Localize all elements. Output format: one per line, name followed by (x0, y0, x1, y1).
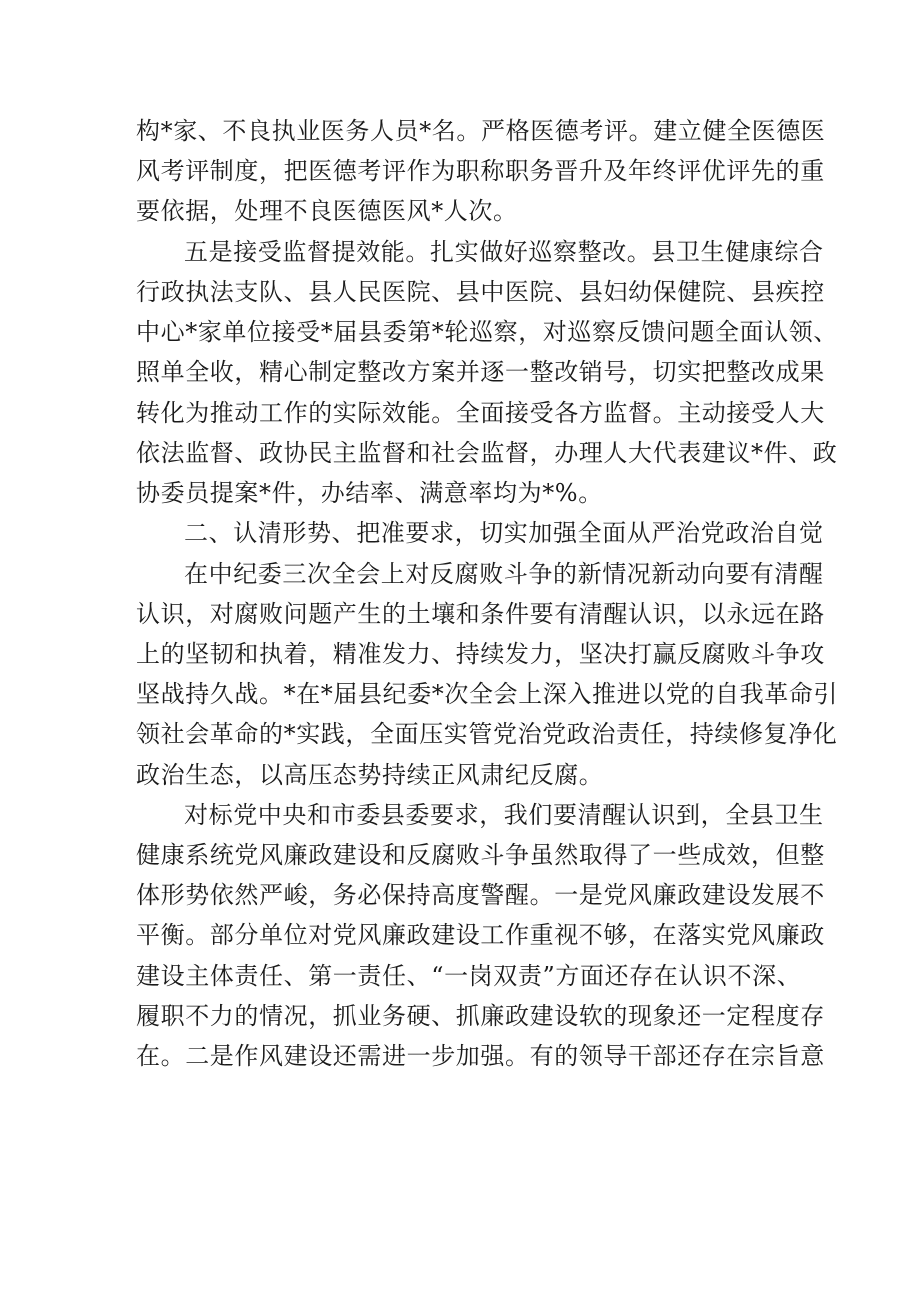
text-line: 中心*家单位接受*届县委第*轮巡察，对巡察反馈问题全面认领、 (136, 318, 838, 347)
text-line: 行政执法支队、县人民医院、县中医院、县妇幼保健院、县疾控 (136, 277, 825, 306)
text-line: 体形势依然严峻，务必保持高度警醒。一是党风廉政建设发展不 (136, 881, 825, 910)
text-line: 在中纪委三次全会上对反腐败斗争的新情况新动向要有清醒 (184, 559, 824, 588)
document-body (136, 111, 838, 1076)
text-line: 建设主体责任、第一责任、“一岗双责”方面还存在认识不深、 (136, 961, 802, 990)
text-line: 上的坚韧和执着，精准发力、持续发力，坚决打赢反腐败斗争攻 (136, 639, 825, 668)
text-line: 构*家、不良执业医务人员*名。严格医德考评。建立健全医德医 (136, 117, 826, 145)
text-line: 转化为推动工作的实际效能。全面接受各方监督。主动接受人大 (136, 398, 825, 427)
text-line: 领社会革命的*实践，全面压实管党治党政治责任，持续修复净化 (136, 720, 838, 749)
text-line: 履职不力的情况，抓业务硬、抓廉政建设软的现象还一定程度存 (136, 1001, 825, 1030)
text-line: 要依据，处理不良医德医风*人次。 (136, 197, 518, 226)
text-line: 协委员提案*件，办结率、满意率均为*%。 (136, 478, 603, 507)
heading-line: 二、认清形势、把准要求，切实加强全面从严治党政治自觉 (184, 519, 824, 548)
paragraph-requirements (136, 795, 825, 1076)
text-line: 认识，对腐败问题产生的土壤和条件要有清醒认识，以永远在路 (136, 599, 825, 628)
text-line: 坚战持久战。*在*届县纪委*次全会上深入推进以党的自我革命引 (136, 680, 838, 709)
text-line: 五是接受监督提效能。扎实做好巡察整改。县卫生健康综合 (184, 237, 824, 266)
paragraph-continued (136, 111, 826, 232)
text-line: 依法监督、政协民主监督和社会监督，办理人大代表建议*件、政 (136, 438, 838, 467)
section-heading (136, 513, 824, 553)
text-line: 平衡。部分单位对党风廉政建设工作重视不够，在落实党风廉政 (136, 921, 825, 950)
text-line: 政治生态，以高压态势持续正风肃纪反腐。 (136, 760, 604, 789)
paragraph-supervision (136, 232, 838, 513)
text-line: 对标党中央和市委县委要求，我们要清醒认识到，全县卫生 (184, 800, 824, 829)
text-line: 照单全收，精心制定整改方案并逐一整改销号，切实把整改成果 (136, 358, 825, 387)
text-line: 风考评制度，把医德考评作为职称职务晋升及年终评优评先的重 (136, 157, 825, 186)
text-line: 健康系统党风廉政建设和反腐败斗争虽然取得了一些成效，但整 (136, 841, 825, 870)
paragraph-situation (136, 554, 838, 795)
text-line: 在。二是作风建设还需进一步加强。有的领导干部还存在宗旨意 (136, 1042, 825, 1071)
